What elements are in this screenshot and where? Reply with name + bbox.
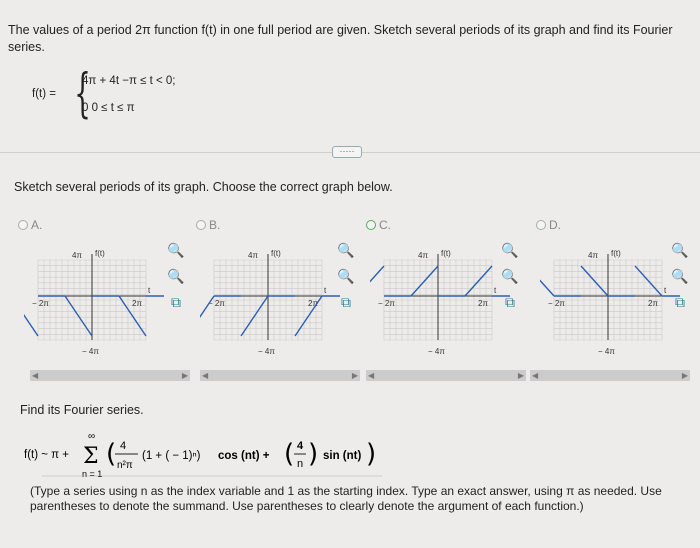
scrollbar-c[interactable]: [366, 370, 526, 381]
scrollbar-d[interactable]: [530, 370, 690, 381]
y-min-label: − 4π: [428, 347, 445, 356]
scroll-right-icon[interactable]: ▶: [681, 371, 688, 380]
y-function-label: f(t): [271, 249, 281, 258]
series-lhs: f(t) ~ π +: [24, 449, 70, 461]
x-axis-label: t: [664, 286, 667, 295]
x-left-label: − 2π: [548, 299, 565, 308]
function-lhs: f(t) =: [32, 88, 56, 100]
scroll-right-icon[interactable]: ▶: [181, 371, 188, 380]
zoom-in-icon[interactable]: 🔍: [671, 242, 689, 258]
x-axis-label: t: [324, 286, 327, 295]
fourier-series-answer[interactable]: [22, 428, 682, 480]
option-b-label: B.: [209, 218, 221, 232]
option-a[interactable]: [18, 218, 42, 232]
graph-d-tools: [670, 240, 694, 318]
scroll-left-icon[interactable]: ◀: [32, 371, 39, 380]
scroll-left-icon[interactable]: ◀: [532, 371, 539, 380]
function-curve: [370, 266, 510, 296]
x-left-label: − 2π: [208, 299, 225, 308]
function-case-2: 0 0 ≤ t ≤ π: [82, 102, 135, 114]
y-function-label: f(t): [95, 249, 105, 258]
radio-c[interactable]: [366, 220, 376, 230]
frac2-numerator: 4: [297, 440, 304, 452]
option-d[interactable]: [536, 218, 561, 232]
graph-c: [370, 232, 510, 362]
graph-b-tools: [336, 240, 360, 318]
zoom-out-icon[interactable]: 🔍: [671, 268, 689, 284]
graph-a-tools: [166, 240, 190, 318]
graph-a: [24, 232, 164, 362]
sum-lower-limit: n = 1: [82, 469, 103, 479]
question-text: The values of a period 2π function f(t) in one full period are given. Sketch several periods of its graph and find its Fourier series.: [8, 23, 673, 54]
cos-term: cos (nt) +: [218, 450, 270, 462]
option-b[interactable]: [196, 218, 220, 232]
function-case-1: 4π + 4t −π ≤ t < 0;: [82, 75, 176, 87]
y-max-label: 4π: [588, 251, 598, 260]
function-curve: [540, 266, 680, 296]
y-function-label: f(t): [441, 249, 451, 258]
option-d-label: D.: [549, 218, 561, 232]
answer-hint: (Type a series using n as the index variable and 1 as the starting index. Type an exact answer, using π as needed. Use parentheses to denote the summand. Use parentheses to clearly denote the argument of each function.): [30, 484, 662, 513]
left-paren-2: (: [284, 439, 295, 469]
zoom-out-icon[interactable]: 🔍: [501, 268, 519, 284]
radio-a[interactable]: [18, 220, 28, 230]
scrollbar-a[interactable]: [30, 370, 190, 381]
open-window-icon[interactable]: ⧉: [505, 294, 515, 310]
y-min-label: − 4π: [258, 347, 275, 356]
x-axis-label: t: [494, 286, 497, 295]
right-paren-2: ): [308, 439, 319, 469]
x-right-label: 2π: [648, 299, 658, 308]
open-window-icon[interactable]: ⧉: [341, 294, 351, 310]
x-right-label: 2π: [478, 299, 488, 308]
coef-denominator: n²π: [117, 460, 133, 471]
option-a-label: A.: [31, 218, 43, 232]
coef-numerator: 4: [120, 440, 127, 452]
more-button[interactable]: ·····: [332, 146, 362, 158]
open-window-icon[interactable]: ⧉: [171, 294, 181, 310]
sin-term: sin (nt): [323, 450, 362, 462]
scroll-left-icon[interactable]: ◀: [202, 371, 209, 380]
graph-c-tools: [500, 240, 524, 318]
zoom-out-icon[interactable]: 🔍: [167, 268, 185, 284]
x-axis-label: t: [148, 286, 151, 295]
scroll-left-icon[interactable]: ◀: [368, 371, 375, 380]
radio-d[interactable]: [536, 220, 546, 230]
sum-upper-limit: ∞: [88, 431, 96, 442]
graph-b: [200, 232, 340, 362]
x-right-label: 2π: [308, 299, 318, 308]
y-max-label: 4π: [72, 251, 82, 260]
option-c-label: C.: [379, 218, 391, 232]
zoom-in-icon[interactable]: 🔍: [167, 242, 185, 258]
scrollbar-b[interactable]: [200, 370, 360, 381]
radio-b[interactable]: [196, 220, 206, 230]
scroll-right-icon[interactable]: ▶: [351, 371, 358, 380]
scroll-right-icon[interactable]: ▶: [517, 371, 524, 380]
x-right-label: 2π: [132, 299, 142, 308]
fourier-prompt: Find its Fourier series.: [20, 403, 144, 417]
x-left-label: − 2π: [32, 299, 49, 308]
zoom-in-icon[interactable]: 🔍: [501, 242, 519, 258]
y-max-label: 4π: [248, 251, 258, 260]
right-paren: ): [366, 439, 377, 469]
open-window-icon[interactable]: ⧉: [675, 294, 685, 310]
y-max-label: 4π: [418, 251, 428, 260]
paren-term: (1 + ( − 1)ⁿ): [142, 450, 201, 462]
left-paren: (: [106, 439, 117, 469]
option-c[interactable]: [366, 218, 391, 232]
sketch-prompt: Sketch several periods of its graph. Choose the correct graph below.: [14, 180, 393, 194]
x-left-label: − 2π: [378, 299, 395, 308]
frac2-denominator: n: [297, 458, 304, 470]
zoom-in-icon[interactable]: 🔍: [337, 242, 355, 258]
zoom-out-icon[interactable]: 🔍: [337, 268, 355, 284]
function-definition: [32, 64, 252, 130]
y-function-label: f(t): [611, 249, 621, 258]
y-min-label: − 4π: [82, 347, 99, 356]
brace-icon: {: [74, 64, 91, 124]
y-min-label: − 4π: [598, 347, 615, 356]
sigma-icon: Σ: [83, 444, 99, 469]
graph-d: [540, 232, 680, 362]
